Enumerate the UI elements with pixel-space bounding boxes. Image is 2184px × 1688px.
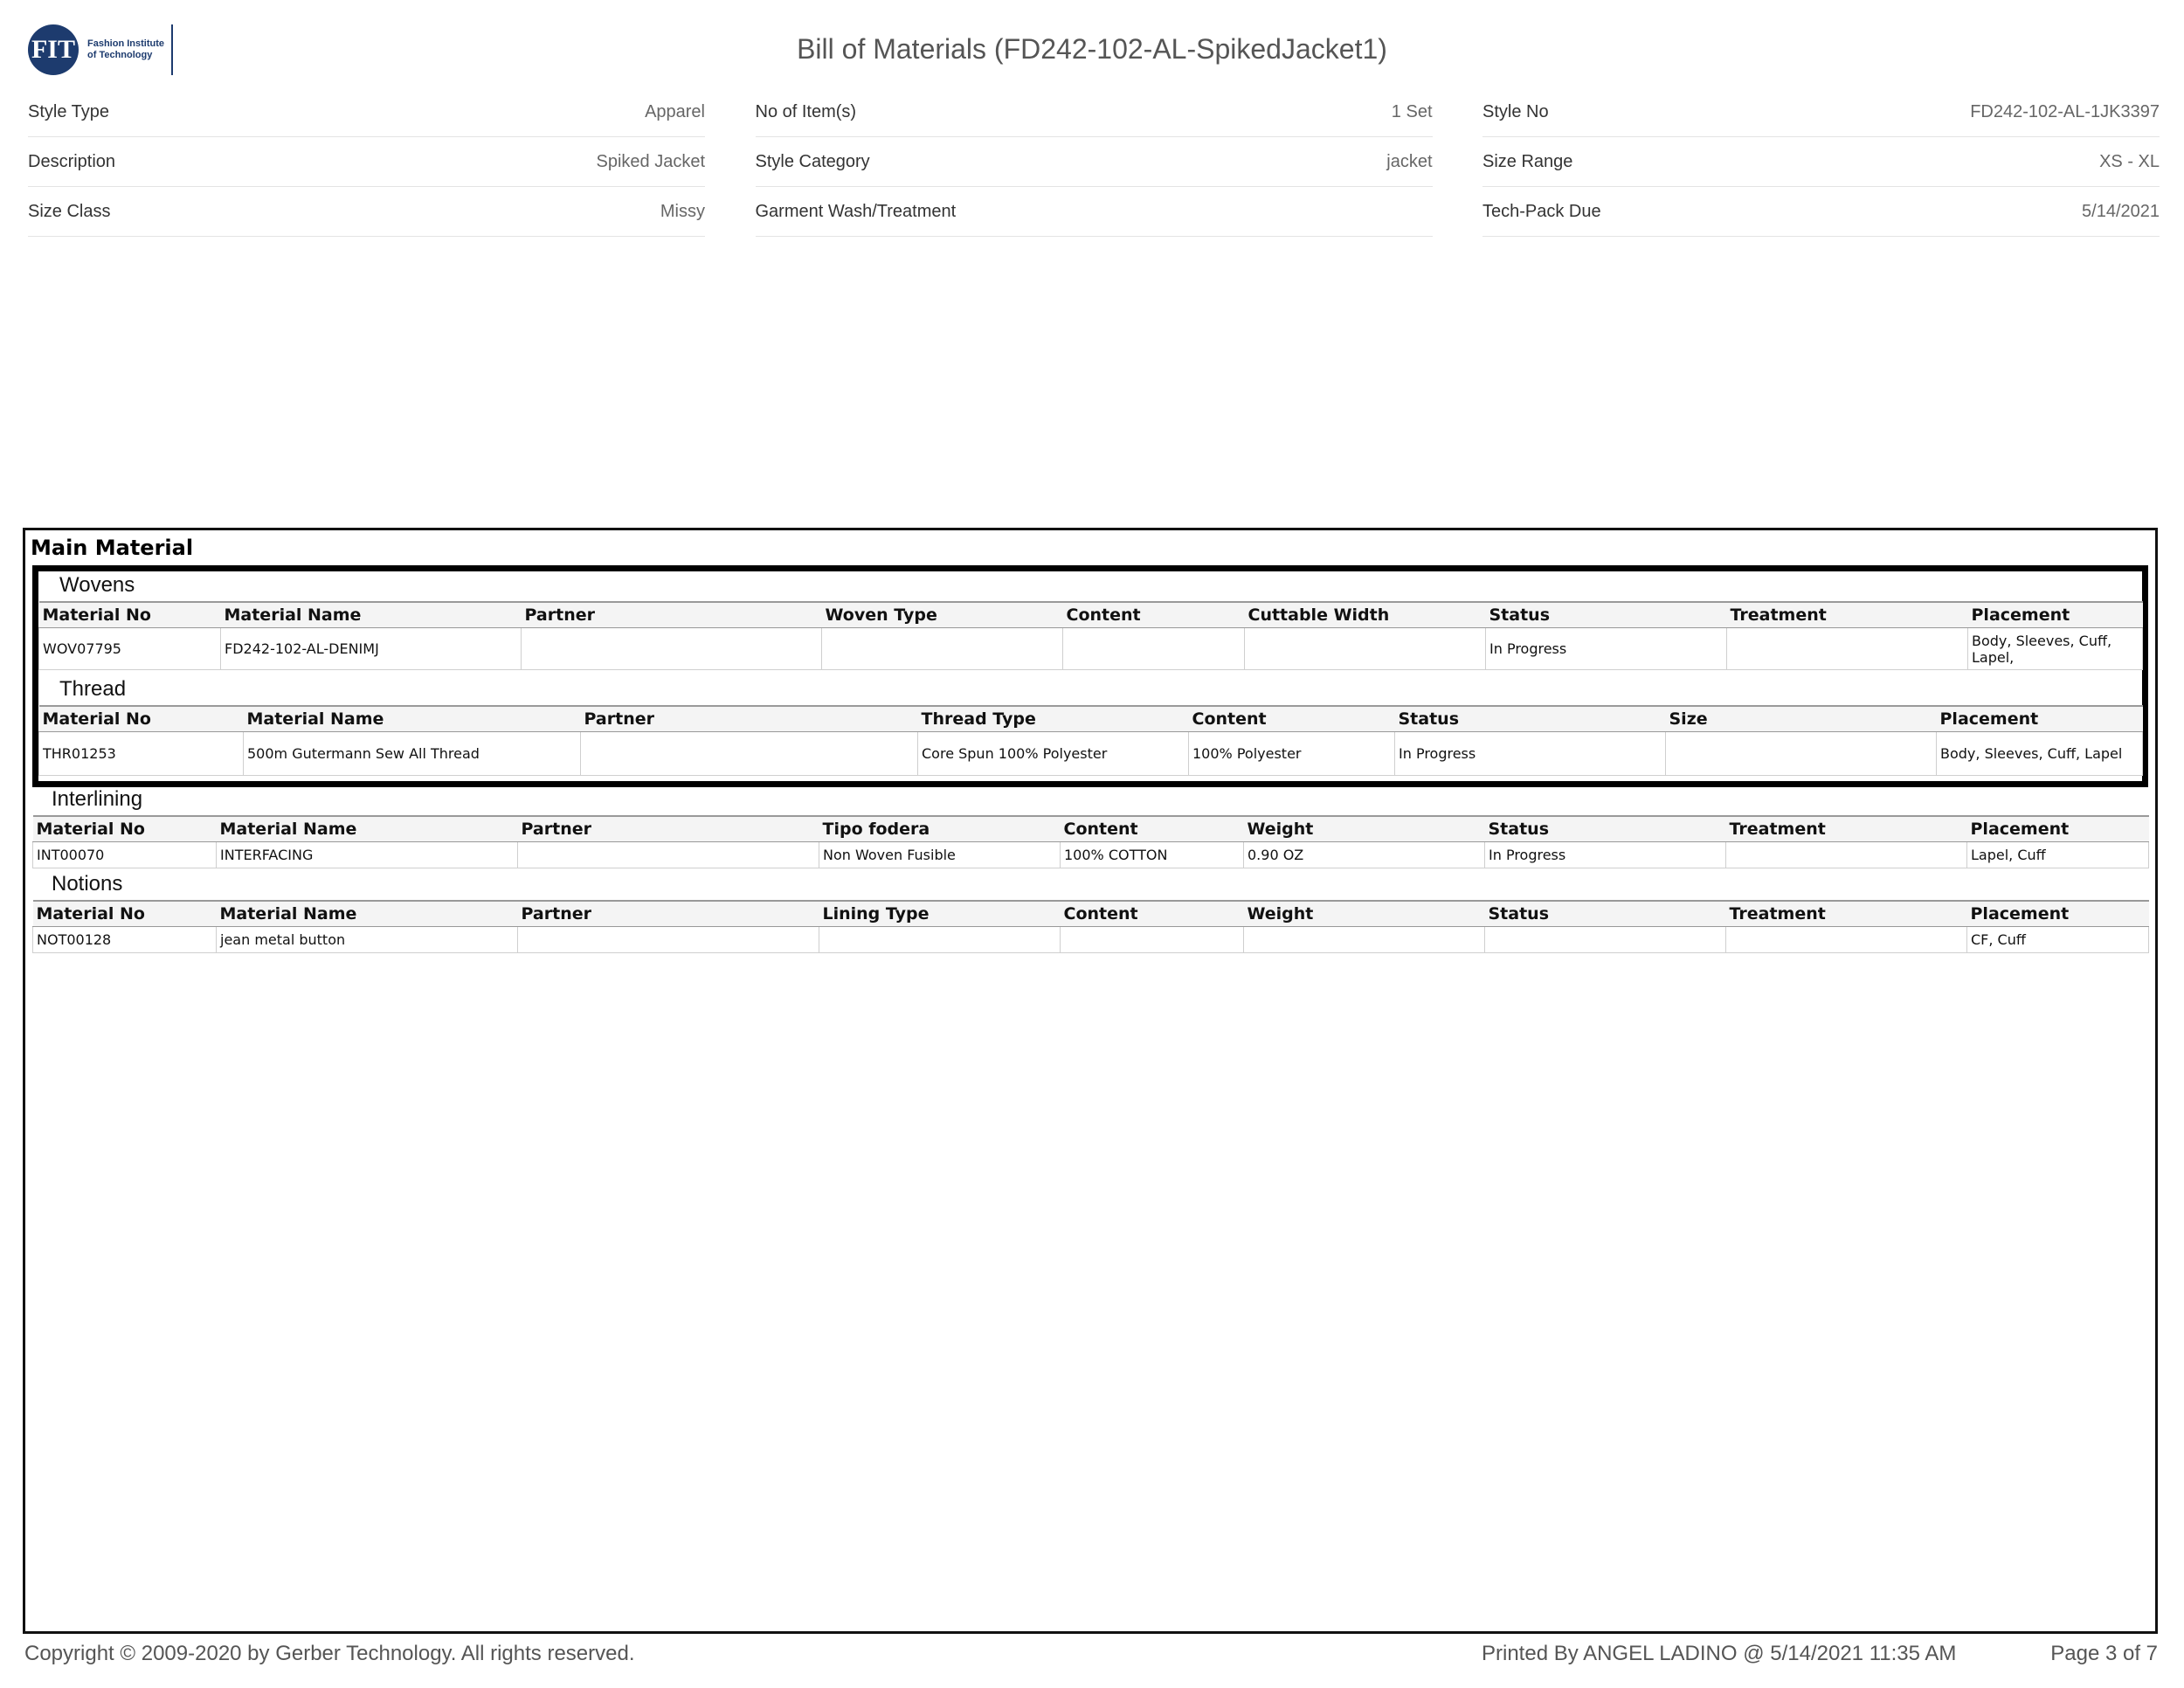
column-header: Weight: [1244, 816, 1485, 842]
info-value: 5/14/2021: [2082, 201, 2160, 221]
column-header: Partner: [522, 602, 822, 628]
info-label: Style Category: [755, 151, 870, 171]
table-cell: jean metal button: [217, 927, 518, 953]
column-header: Woven Type: [822, 602, 1063, 628]
info-row: [1482, 187, 2160, 237]
table-cell: INT00070: [33, 842, 217, 868]
wovens-title: Wovens: [59, 573, 135, 597]
printed-by-text: Printed By ANGEL LADINO @ 5/14/2021 11:35 AM: [1482, 1642, 1957, 1665]
column-header: Tipo fodera: [819, 816, 1061, 842]
table-cell: INTERFACING: [217, 842, 518, 868]
wovens-thread-group: [32, 565, 2148, 787]
page-title: Bill of Materials (FD242-102-AL-SpikedJacket1): [797, 33, 1387, 65]
info-value: XS - XL: [2099, 151, 2160, 171]
table-cell: [1666, 732, 1937, 776]
column-header: Material Name: [217, 901, 518, 927]
info-value: Spiked Jacket: [596, 151, 705, 171]
info-row: [28, 187, 705, 237]
table-header-row: [33, 816, 2149, 842]
table-cell: [1726, 927, 1967, 953]
info-label: Garment Wash/Treatment: [755, 201, 957, 221]
table-cell: [1063, 628, 1245, 670]
info-column-1: [28, 87, 705, 237]
table-cell: [1061, 927, 1244, 953]
info-value: Missy: [660, 201, 705, 221]
page-number: Page 3 of 7: [2050, 1642, 2158, 1665]
table-cell: WOV07795: [39, 628, 221, 670]
column-header: Placement: [1968, 602, 2143, 628]
table-cell: Body, Sleeves, Cuff, Lapel,: [1968, 628, 2143, 670]
column-header: Placement: [1937, 706, 2143, 732]
table-cell: [1245, 628, 1486, 670]
style-info: [28, 87, 2160, 237]
table-cell: In Progress: [1485, 842, 1726, 868]
table-cell: [581, 732, 918, 776]
info-label: Tech-Pack Due: [1482, 201, 1601, 221]
column-header: Size: [1666, 706, 1937, 732]
column-header: Material No: [33, 901, 217, 927]
table-cell: [1485, 927, 1726, 953]
column-header: Status: [1485, 816, 1726, 842]
column-header: Material No: [39, 706, 244, 732]
table-row: [33, 842, 2149, 868]
table-cell: [518, 842, 819, 868]
column-header: Placement: [1967, 901, 2149, 927]
table-cell: [518, 927, 819, 953]
column-header: Content: [1189, 706, 1395, 732]
table-cell: CF, Cuff: [1967, 927, 2149, 953]
table-cell: [522, 628, 822, 670]
info-label: Description: [28, 151, 116, 171]
table-header-row: [39, 602, 2143, 628]
info-label: No of Item(s): [755, 101, 857, 121]
column-header: Content: [1063, 602, 1245, 628]
column-header: Material Name: [244, 706, 581, 732]
info-label: Style No: [1482, 101, 1549, 121]
table-cell: FD242-102-AL-DENIMJ: [221, 628, 522, 670]
table-cell: 500m Gutermann Sew All Thread: [244, 732, 581, 776]
table-header-row: [39, 706, 2143, 732]
column-header: Partner: [581, 706, 918, 732]
table-cell: Lapel, Cuff: [1967, 842, 2149, 868]
info-column-2: [756, 87, 1433, 237]
fit-logo-mark: FIT: [28, 24, 79, 75]
column-header: Content: [1061, 816, 1244, 842]
info-column-3: [1482, 87, 2160, 237]
table-row: [39, 628, 2143, 670]
info-value: FD242-102-AL-1JK3397: [1970, 101, 2160, 121]
column-header: Thread Type: [918, 706, 1189, 732]
info-label: Size Class: [28, 201, 111, 221]
info-value: 1 Set: [1391, 101, 1433, 121]
table-cell: 100% COTTON: [1061, 842, 1244, 868]
notions-title: Notions: [52, 872, 123, 896]
table-cell: 100% Polyester: [1189, 732, 1395, 776]
info-row: [756, 87, 1433, 137]
info-row: [1482, 137, 2160, 187]
column-header: Partner: [518, 816, 819, 842]
column-header: Status: [1486, 602, 1727, 628]
column-header: Treatment: [1726, 901, 1967, 927]
interlining-title: Interlining: [52, 787, 143, 811]
main-material-title: Main Material: [31, 536, 194, 560]
column-header: Weight: [1244, 901, 1485, 927]
table-cell: [1726, 842, 1967, 868]
info-value: Apparel: [645, 101, 705, 121]
info-row: [1482, 87, 2160, 137]
info-row: [756, 187, 1433, 237]
copyright-text: Copyright © 2009-2020 by Gerber Technology. All rights reserved.: [24, 1642, 635, 1665]
table-cell: [1244, 927, 1485, 953]
column-header: Material Name: [221, 602, 522, 628]
column-header: Status: [1485, 901, 1726, 927]
notions-table: [32, 900, 2149, 953]
info-label: Size Range: [1482, 151, 1573, 171]
column-header: Cuttable Width: [1245, 602, 1486, 628]
interlining-table: [32, 815, 2149, 868]
table-cell: In Progress: [1395, 732, 1666, 776]
thread-title: Thread: [59, 677, 127, 701]
table-cell: Core Spun 100% Polyester: [918, 732, 1189, 776]
info-row: [756, 137, 1433, 187]
table-cell: In Progress: [1486, 628, 1727, 670]
fit-logo-text: Fashion Institute of Technology: [87, 38, 164, 60]
table-cell: [822, 628, 1063, 670]
table-cell: Body, Sleeves, Cuff, Lapel: [1937, 732, 2143, 776]
column-header: Status: [1395, 706, 1666, 732]
column-header: Material No: [33, 816, 217, 842]
column-header: Placement: [1967, 816, 2149, 842]
column-header: Material Name: [217, 816, 518, 842]
info-value: jacket: [1386, 151, 1433, 171]
column-header: Treatment: [1726, 816, 1967, 842]
column-header: Treatment: [1727, 602, 1968, 628]
table-row: [33, 927, 2149, 953]
table-header-row: [33, 901, 2149, 927]
info-label: Style Type: [28, 101, 110, 121]
table-cell: [1727, 628, 1968, 670]
info-row: [28, 87, 705, 137]
table-cell: [819, 927, 1061, 953]
table-row: [39, 732, 2143, 776]
info-row: [28, 137, 705, 187]
column-header: Partner: [518, 901, 819, 927]
column-header: Lining Type: [819, 901, 1061, 927]
table-cell: 0.90 OZ: [1244, 842, 1485, 868]
wovens-table: [38, 601, 2143, 670]
column-header: Material No: [39, 602, 221, 628]
table-cell: THR01253: [39, 732, 244, 776]
column-header: Content: [1061, 901, 1244, 927]
main-material-panel: [23, 528, 2158, 1634]
table-cell: NOT00128: [33, 927, 217, 953]
table-cell: Non Woven Fusible: [819, 842, 1061, 868]
thread-table: [38, 705, 2143, 776]
